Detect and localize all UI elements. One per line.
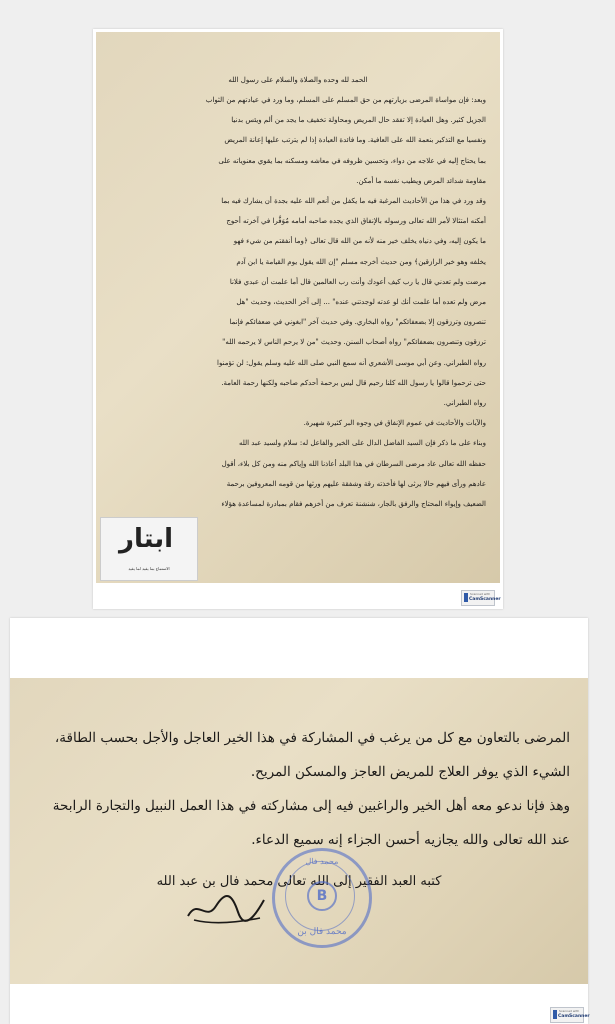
text-line: عادهم ورأى فيهم حالا يرثى لها فأخذته رقة وشفقة عليهم ورثها من قومه المعروفين برحمة [226, 479, 486, 488]
camscanner-badge [550, 1007, 590, 1023]
text-line: المرضى بالتعاون مع كل من يرغب في المشاركة في هذا الخير العاجل والأجل بحسب الطاقة، [54, 730, 570, 746]
text-line: الجزيل كثير. وهل العيادة إلا تفقد حال المريض ومحاولة تخفيف ما يجد من ألم ويئس بدنيا [231, 116, 486, 125]
document-heading: الحمد لله وحده والصلاة والسلام على رسول الله [228, 76, 368, 84]
scanner-label: Scanned with [470, 592, 491, 596]
text-line: والآيات والأحاديث في عموم الإنفاق في وجوه البر كثيرة شهيرة. [303, 419, 486, 428]
text-line: مرضت ولم تعدني قال يا رب كيف أعودك وأنت رب العالمين قال أما علمت أن عبدي فلانا [229, 277, 486, 286]
logo-watermark [100, 517, 198, 581]
camscanner-icon [553, 1010, 557, 1019]
text-line: تنصرون وترزقون إلا بضعفائكم" رواه البخاري. وفي حديث آخر "ابغوني في ضعفائكم فإنما [229, 318, 486, 327]
text-line: مرض ولم تعده أما علمت أنك لو عدته لوجدتني عنده" ... إلى آخر الحديث، وحديث "هل [236, 298, 486, 306]
text-line: يخلفه وهو خير الرازقين﴾ ومن حديث أخرجه مسلم "إن الله يقول يوم القيامة يا ابن آدم [236, 257, 486, 266]
document-paper-1 [96, 32, 500, 583]
camscanner-icon [464, 593, 468, 602]
scanned-page-2 [10, 618, 588, 1024]
logo-subtitle: الاستماع بما يفيد لما يفيد [128, 566, 170, 571]
text-line: حتى ترحموا قالوا يا رسول الله كلنا رحيم قال ليس برحمة أحدكم صاحبه ولكنها رحمة العامة. [221, 378, 486, 387]
text-line: حفظه الله تعالى عاد مرضى السرطان في هذا البلد أعاذنا الله وإياكم منه ومن كل بلاء، أقول [221, 459, 486, 468]
text-line: ونفسيا مع التذكير بنعمة الله على العافية. وما فائدة العيادة إذا لم يترتب عليها إعانة المريض [224, 136, 486, 145]
text-line: أمكنه امتثالا لأمر الله تعالى ورسوله بالإنفاق الذي يجده صاحبه أمامه مُوَفَّرا في آخرته أحوج [226, 217, 486, 226]
text-line: وهذ فإنا ندعو معه أهل الخير والراغبين فيه إلى مشاركته في هذا العمل النبيل والتجارة الرابحة [52, 798, 570, 814]
text-line: ما يكون إليه، وفي دنياه يخلف خير منه لأنه من الله قال تعالى ﴿وما أنفقتم من شيء فهو [233, 237, 486, 246]
document-signoff: كتبه العبد الفقير إلى الله تعالى محمد فال بن عبد الله [156, 874, 442, 889]
text-line: الضعيف وإيواء المحتاج والرفق بالجار، شنشنة تعرف من أخزهم فقام بمبادرة لمساعدة هؤلاء [221, 500, 486, 508]
scanner-label: Scanned with [559, 1009, 580, 1013]
handwritten-signature [180, 888, 270, 928]
scanner-app-name: CamScanner [469, 597, 501, 602]
official-stamp [272, 848, 372, 948]
text-line: بما يحتاج إليه في علاجه من دواء، وتحسين ظروفه في معاشه ومسكنه بما يقوي معنوياته على [218, 156, 486, 165]
text-line: رواه الطبراني. [443, 399, 486, 407]
stamp-top-text: محمد فال [305, 857, 339, 866]
text-line: الشيء الذي يوفر العلاج للمريض العاجز والمسكن المريح. [250, 764, 570, 780]
text-line: مقاومة شدائد المرض ويطيب نفسه ما أمكن. [356, 176, 486, 185]
text-line: وبعد: فإن مواساة المرضى بزيارتهم من حق المسلم على المسلم، وما ورد في عيادتهم من الثواب [205, 96, 486, 104]
text-line: ترزقون وتنصرون بضعفائكم" رواه أصحاب السنن. وحديث "من لا يرحم الناس لا يرحمه الله" [222, 338, 486, 347]
logo-mark: ابتار [119, 524, 174, 554]
document-paper-2 [10, 678, 588, 984]
stamp-center-mark: B [307, 881, 337, 911]
text-line: وبناء على ما ذكر فإن السيد الفاضل الدال على الخير والفاعل له: سلام ولسيد عبد الله [238, 439, 486, 448]
camscanner-badge [461, 590, 501, 606]
text-line: عند الله تعالى والله يجازيه أحسن الجزاء إنه سميع الدعاء. [251, 832, 570, 848]
scanner-app-name: CamScanner [558, 1014, 590, 1019]
text-line: رواه الطبراني. وعن أبي موسى الأشعري أنه سمع النبي صلى الله عليه وسلم يقول: لن تؤمنوا [217, 358, 486, 367]
scanned-page-1 [93, 29, 503, 609]
stamp-bottom-text: محمد فال بن [297, 927, 347, 937]
text-line: وقد ورد في هذا من الأحاديث المرغبة فيه ما يكفل من أنعم الله عليه بجدة أن يشارك فيه بما [221, 197, 486, 205]
